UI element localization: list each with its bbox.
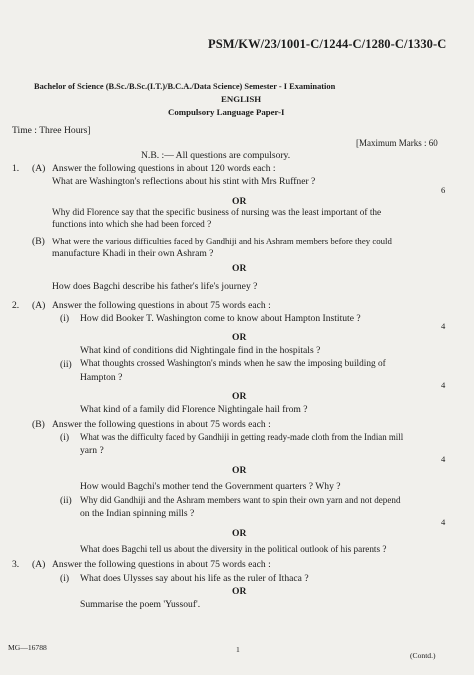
q3-number: 3. bbox=[12, 559, 20, 570]
q1-number: 1. bbox=[12, 163, 20, 174]
q1a-label: (A) bbox=[32, 163, 46, 174]
q1b-or: OR bbox=[232, 263, 247, 274]
footer-contd: (Contd.) bbox=[410, 651, 436, 660]
q2b-ii-label: (ii) bbox=[60, 495, 72, 506]
q2a-i-or: OR bbox=[232, 332, 247, 343]
q1b-label: (B) bbox=[32, 236, 45, 247]
q2-number: 2. bbox=[12, 300, 20, 311]
q1b-line2: manufacture Khadi in their own Ashram ? bbox=[52, 248, 214, 259]
q2b-i-line1: What was the difficulty faced by Gandhiji in getting ready-made cloth from the Indian mill bbox=[80, 432, 404, 442]
q2b-i-marks: 4 bbox=[441, 454, 446, 464]
q3a-i-question: What does Ulysses say about his life as the ruler of Ithaca ? bbox=[80, 573, 309, 584]
q3a-i-or-question: Summarise the poem 'Yussouf'. bbox=[80, 599, 201, 610]
q1b-line1: What were the various difficulties faced by Gandhiji and his Ashram members before they could bbox=[52, 236, 392, 246]
q1a-question: What are Washington's reflections about his stint with Mrs Ruffner ? bbox=[52, 176, 316, 187]
instructions-note: N.B. :— All questions are compulsory. bbox=[141, 150, 291, 161]
q2a-i-marks: 4 bbox=[441, 321, 446, 331]
q1a-or-line2: functions into which she had been forced ? bbox=[52, 220, 212, 230]
q1a-instruction: Answer the following questions in about 120 words each : bbox=[52, 163, 276, 174]
q2b-i-line2: yarn ? bbox=[80, 445, 104, 456]
q2b-i-label: (i) bbox=[60, 432, 70, 443]
course-title: Bachelor of Science (B.Sc./B.Sc.(I.T.)/B.C.A./Data Science) Semester - I Examination bbox=[34, 82, 336, 91]
q2b-ii-line2: on the Indian spinning mills ? bbox=[80, 508, 195, 519]
paper-code: PSM/KW/23/1001-C/1244-C/1280-C/1330-C bbox=[208, 37, 447, 51]
q2b-label: (B) bbox=[32, 419, 45, 430]
q1a-marks: 6 bbox=[441, 185, 446, 195]
q2a-i-or-question: What kind of conditions did Nightingale find in the hospitals ? bbox=[80, 345, 321, 356]
q2a-ii-or: OR bbox=[232, 391, 247, 402]
q2a-ii-line1: What thoughts crossed Washington's minds when he saw the imposing building of bbox=[80, 359, 386, 369]
q2b-ii-marks: 4 bbox=[441, 517, 446, 527]
q2b-ii-or-question: What does Bagchi tell us about the diversity in the political outlook of his parents ? bbox=[80, 544, 387, 554]
q1b-or-question: How does Bagchi describe his father's life's journey ? bbox=[52, 281, 258, 292]
q2b-ii-or: OR bbox=[232, 528, 247, 539]
q2a-i-question: How did Booker T. Washington come to know about Hampton Institute ? bbox=[80, 313, 361, 324]
q2a-ii-marks: 4 bbox=[441, 380, 446, 390]
q2a-label: (A) bbox=[32, 300, 46, 311]
q2a-ii-or-question: What kind of a family did Florence Nightingale hail from ? bbox=[80, 404, 308, 415]
time-label: Time : Three Hours] bbox=[12, 125, 91, 136]
q2a-i-label: (i) bbox=[60, 313, 70, 324]
max-marks-label: [Maximum Marks : 60 bbox=[356, 138, 438, 148]
q3a-label: (A) bbox=[32, 559, 46, 570]
q1a-or-line1: Why did Florence say that the specific business of nursing was the least important of the bbox=[52, 208, 382, 218]
q2b-ii-line1: Why did Gandhiji and the Ashram members want to spin their own yarn and not depend bbox=[80, 495, 401, 505]
subject-title: ENGLISH bbox=[221, 94, 262, 104]
q2a-ii-label: (ii) bbox=[60, 359, 72, 370]
q2b-i-or: OR bbox=[232, 465, 247, 476]
q1a-or: OR bbox=[232, 196, 247, 207]
footer-page-number: 1 bbox=[236, 645, 240, 654]
q2a-instruction: Answer the following questions in about 75 words each : bbox=[52, 300, 271, 311]
q2a-ii-line2: Hampton ? bbox=[80, 372, 123, 383]
paper-title: Compulsory Language Paper-I bbox=[168, 107, 285, 117]
q3a-i-label: (i) bbox=[60, 573, 70, 584]
q3a-instruction: Answer the following questions in about 75 words each : bbox=[52, 559, 271, 570]
q2b-instruction: Answer the following questions in about 75 words each : bbox=[52, 419, 271, 430]
q3a-i-or: OR bbox=[232, 586, 247, 597]
footer-code: MG—16788 bbox=[8, 643, 47, 652]
q2b-i-or-question: How would Bagchi's mother tend the Government quarters ? Why ? bbox=[80, 481, 341, 492]
